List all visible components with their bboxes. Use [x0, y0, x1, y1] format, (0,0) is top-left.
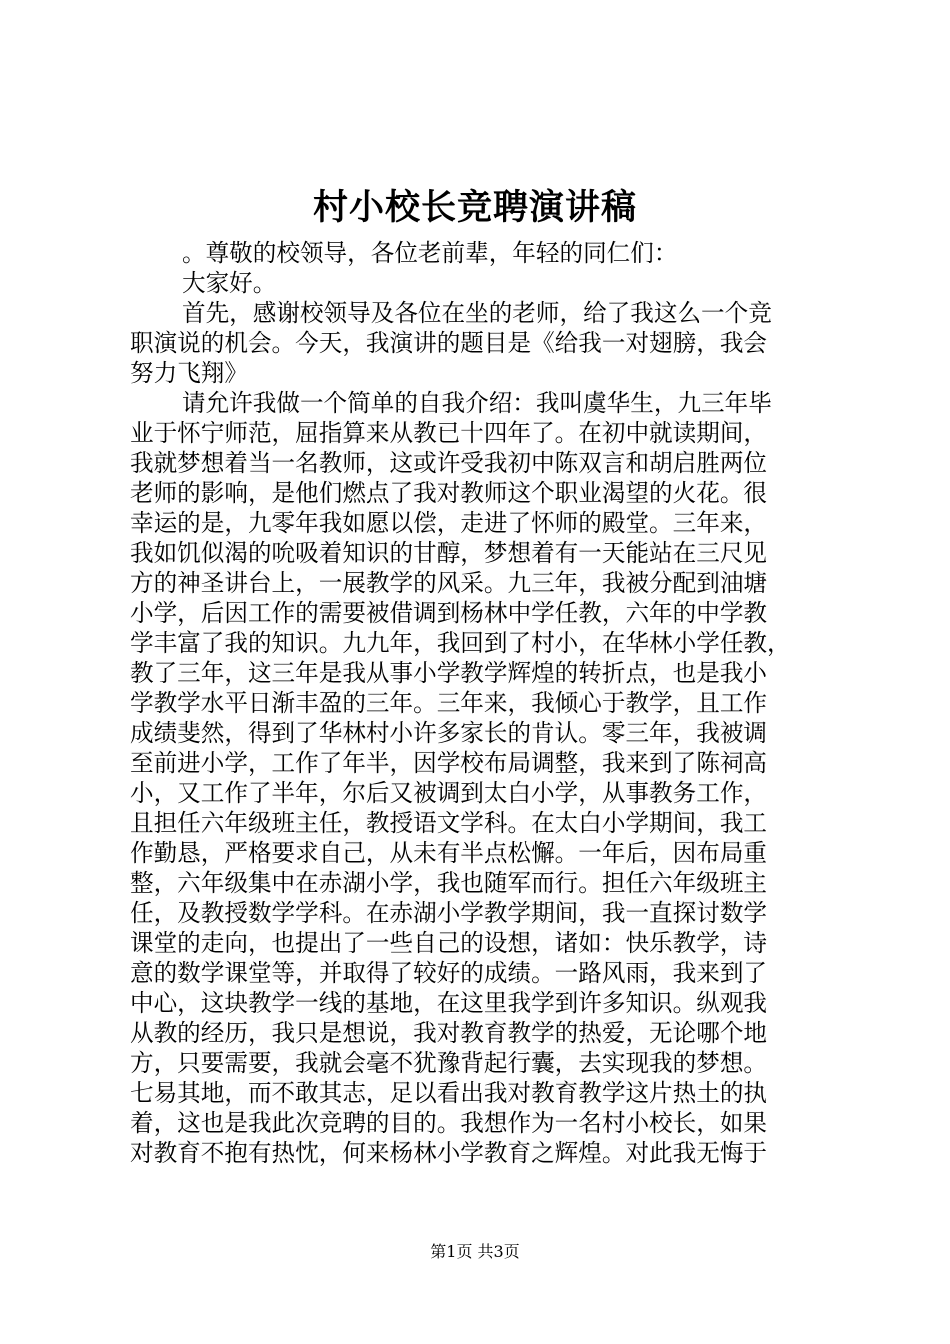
text-line: 从教的经历，我只是想说，我对教育教学的热爱，无论哪个地: [130, 1019, 768, 1047]
text-line: 至前进小学，工作了年半，因学校布局调整，我来到了陈祠高: [130, 749, 768, 777]
text-line: 请允许我做一个简单的自我介绍：我叫虞华生，九三年毕: [182, 389, 772, 417]
document-body: [130, 238, 830, 1168]
text-line: 。尊敬的校领导，各位老前辈，年轻的同仁们：: [182, 239, 678, 267]
text-line: 我如饥似渴的吮吸着知识的甘醇，梦想着有一天能站在三尺见: [130, 539, 768, 567]
text-line: 方的神圣讲台上，一展教学的风采。九三年，我被分配到油塘: [130, 569, 768, 597]
text-line: 努力飞翔》: [130, 359, 248, 387]
text-line: 作勤恳，严格要求自己，从未有半点松懈。一年后，因布局重: [130, 839, 768, 867]
text-line: 首先，感谢校领导及各位在坐的老师，给了我这么一个竞: [182, 299, 772, 327]
text-line: 对教育不抱有热忱，何来杨林小学教育之辉煌。对此我无悔于: [130, 1139, 768, 1167]
text-line: 课堂的走向，也提出了一些自己的设想，诸如：快乐教学，诗: [130, 929, 768, 957]
page-footer: 第1页 共3页: [430, 1242, 520, 1261]
document-title: 村小校长竞聘演讲稿: [312, 187, 637, 228]
text-line: 业于怀宁师范，屈指算来从教已十四年了。在初中就读期间，: [130, 419, 768, 447]
text-line: 整，六年级集中在赤湖小学，我也随军而行。担任六年级班主: [130, 869, 768, 897]
text-line: 职演说的机会。今天，我演讲的题目是《给我一对翅膀，我会: [130, 329, 768, 357]
text-line: 且担任六年级班主任，教授语文学科。在太白小学期间，我工: [130, 809, 768, 837]
text-line: 教了三年，这三年是我从事小学教学辉煌的转折点，也是我小: [130, 659, 768, 687]
text-line: 我就梦想着当一名教师，这或许受我初中陈双言和胡启胜两位: [130, 449, 768, 477]
text-line: 小，又工作了半年，尔后又被调到太白小学，从事教务工作，: [130, 779, 768, 807]
text-line: 着，这也是我此次竞聘的目的。我想作为一名村小校长，如果: [130, 1109, 768, 1137]
text-line: 意的数学课堂等，并取得了较好的成绩。一路风雨，我来到了: [130, 959, 768, 987]
text-line: 中心，这块教学一线的基地，在这里我学到许多知识。纵观我: [130, 989, 768, 1017]
text-line: 幸运的是，九零年我如愿以偿，走进了怀师的殿堂。三年来，: [130, 509, 768, 537]
text-line: 成绩斐然，得到了华林村小许多家长的肯认。零三年，我被调: [130, 719, 768, 747]
text-line: 学丰富了我的知识。九九年，我回到了村小，在华林小学任教，: [130, 629, 791, 657]
text-line: 任，及教授数学学科。在赤湖小学教学期间，我一直探讨数学: [130, 899, 768, 927]
text-line: 方，只要需要，我就会毫不犹豫背起行囊，去实现我的梦想。: [130, 1049, 768, 1077]
text-line: 老师的影响，是他们燃点了我对教师这个职业渴望的火花。很: [130, 479, 768, 507]
text-line: 七易其地，而不敢其志，足以看出我对教育教学这片热土的执: [130, 1079, 768, 1107]
text-line: 学教学水平日渐丰盈的三年。三年来，我倾心于教学，且工作: [130, 689, 768, 717]
text-line: 大家好。: [182, 269, 277, 297]
text-line: 小学，后因工作的需要被借调到杨林中学任教，六年的中学教: [130, 599, 768, 627]
